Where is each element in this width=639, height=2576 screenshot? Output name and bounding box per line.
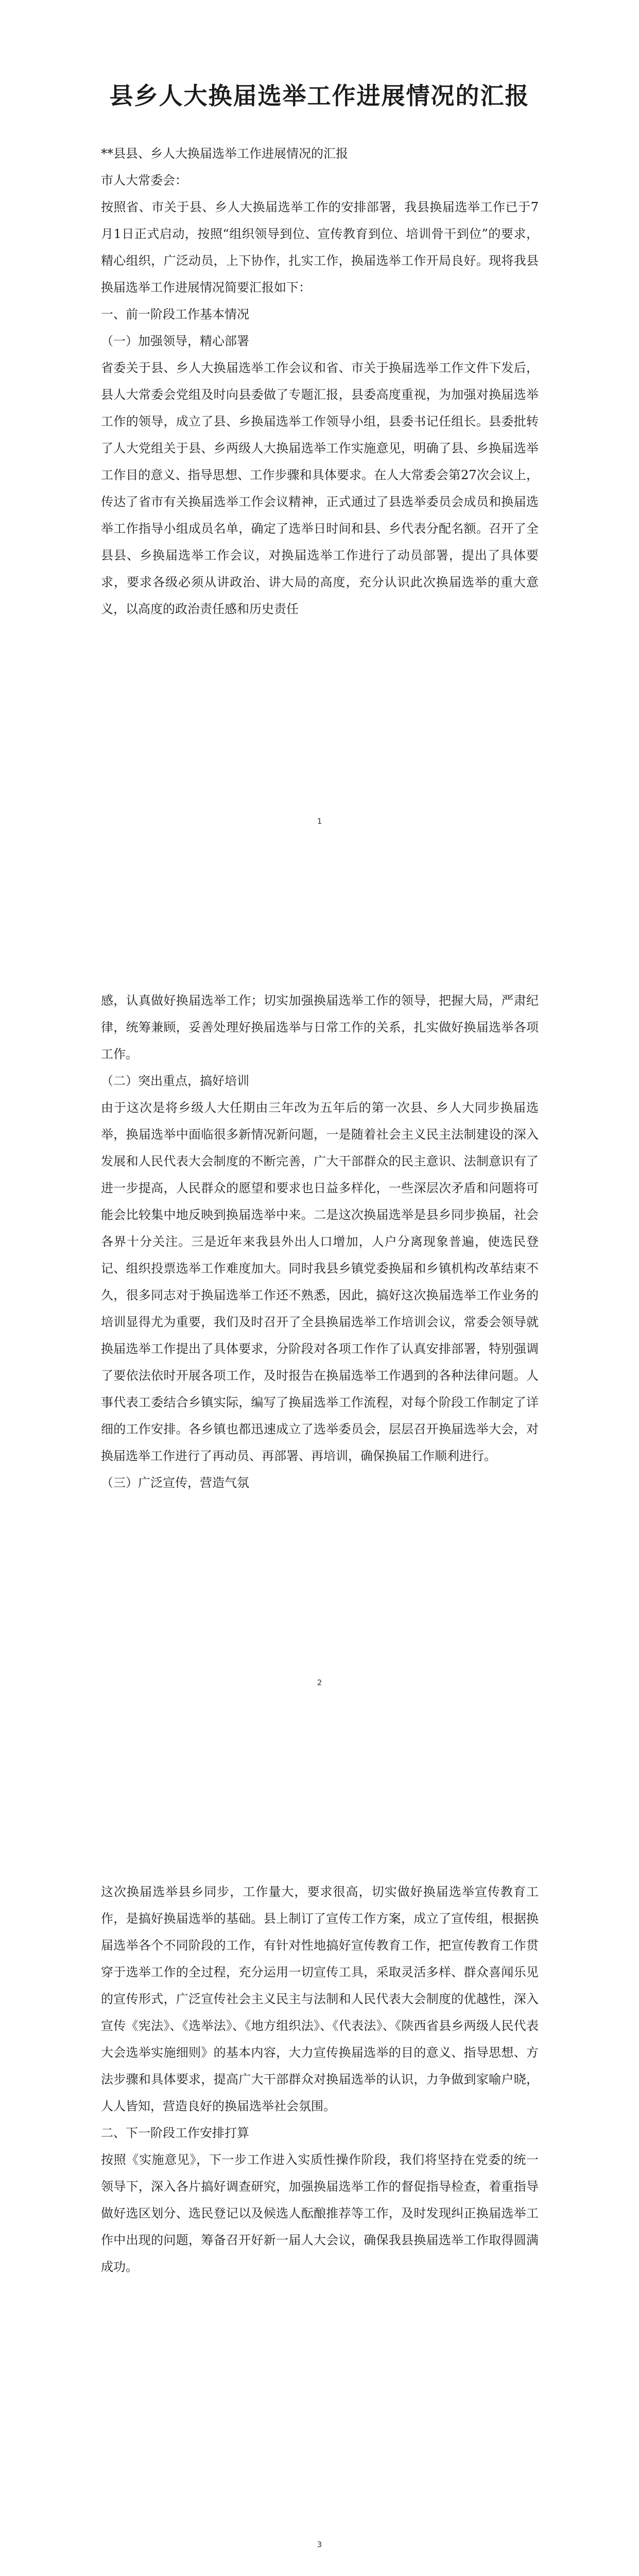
page-1-body — [101, 140, 539, 622]
page-2-body — [101, 987, 539, 1496]
intro-paragraph: 按照省、市关于县、乡人大换届选举工作的安排部署，我县换届选举工作已于7月1日正式启动，按照“组织领导到位、宣传教育到位、培训骨干到位”的要求，精心组织，广泛动员，上下协作，扎实工作，换届选举工作开局良好。现将我县换届选举工作进展情况简要汇报如下： — [101, 200, 539, 295]
page-3-body — [101, 1878, 539, 2280]
salutation: 市人大常委会： — [101, 173, 187, 188]
page-3 — [0, 1807, 639, 2576]
page-number: 2 — [317, 1678, 322, 1687]
section-heading-1: 一、前一阶段工作基本情况 — [101, 307, 249, 321]
subsection-heading-1: （一）加强领导，精心部署 — [101, 334, 249, 348]
body-paragraph: 这次换届选举县乡同步，工作量大，要求很高，切实做好换届选举宣传教育工作，是搞好换届选举的基础。县上制订了宣传工作方案，成立了宣传组，根据换届选举各个不同阶段的工作，有针对性地搞好宣传教育工作，把宣传教育工作贯穿于选举工作的全过程，充分运用一切宣传工具，采取灵活多样、群众喜闻乐见的宣传形式，广泛宣传社会主义民主与法制和人民代表大会制度的优越性，深入宣传《宪法》、《选举法》、《地方组织法》、《代表法》、《陕西省县乡两级人民代表大会选举实施细则》的基本内容，大力宣传换届选举的目的意义、指导思想、方法步骤和具体要求，提高广大干部群众对换届选举的认识，力争做到家喻户晓，人人皆知，营造良好的换届选举社会氛围。 — [101, 1885, 539, 2113]
page-1 — [0, 0, 639, 904]
page-number: 3 — [317, 2540, 322, 2549]
subsection-heading-2: （二）突出重点，搞好培训 — [101, 1074, 249, 1088]
page-2 — [0, 904, 639, 1807]
section-heading-2: 二、下一阶段工作安排打算 — [101, 2126, 249, 2140]
document-title: 县乡人大换届选举工作进展情况的汇报 — [109, 82, 530, 110]
subsection-heading-3: （三）广泛宣传，营造气氛 — [101, 1476, 249, 1490]
body-paragraph: 按照《实施意见》，下一步工作进入实质性操作阶段，我们将坚持在党委的统一领导下，深入各片搞好调查研究，加强换届选举工作的督促指导检查，着重指导做好选区划分、选民登记以及候选人酝酿推荐等工作，及时发现纠正换届选举工作中出现的问题，筹备召开好新一届人大会议，确保我县换届选举工作取得圆满成功。 — [101, 2153, 539, 2274]
page-number: 1 — [317, 817, 322, 826]
body-paragraph: 由于这次是将乡级人大任期由三年改为五年后的第一次县、乡人大同步换届选举，换届选举中面临很多新情况新问题，一是随着社会主义民主法制建设的深入发展和人民代表大会制度的不断完善，广大干部群众的民主意识、法制意识有了进一步提高，人民群众的愿望和要求也日益多样化，一些深层次矛盾和问题将可能会比较集中地反映到换届选举中来。二是这次换届选举是县乡同步换届，社会各界十分关注。三是近年来我县外出人口增加，人户分离现象普遍，使选民登记、组织投票选举工作难度加大。同时我县乡镇党委换届和乡镇机构改革结束不久，很多同志对于换届选举工作还不熟悉，因此，搞好这次换届选举工作业务的培训显得尤为重要，我们及时召开了全县换届选举工作培训会议，常委会领导就换届选举工作提出了具体要求，分阶段对各项工作作了认真安排部署，特别强调了要依法依时开展各项工作，及时报告在换届选举工作遇到的各种法律问题。人事代表工委结合乡镇实际，编写了换届选举工作流程，对每个阶段工作制定了详细的工作安排。各乡镇也都迅速成立了选举委员会，层层召开换届选举大会，对换届选举工作进行了再动员、再部署、再培训，确保换届工作顺利进行。 — [101, 1100, 539, 1463]
body-paragraph: 省委关于县、乡人大换届选举工作会议和省、市关于换届选举工作文件下发后，县人大常委会党组及时向县委做了专题汇报，县委高度重视，为加强对换届选举工作的领导，成立了县、乡换届选举工作领导小组，县委书记任组长。县委批转了人大党组关于县、乡两级人大换届选举工作实施意见，明确了县、乡换届选举工作目的意义、指导思想、工作步骤和具体要求。在人大常委会第27次会议上，传达了省市有关换届选举工作会议精神，正式通过了县选举委员会成员和换届选举工作指导小组成员名单，确定了选举日时间和县、乡代表分配名额。召开了全县县、乡换届选举工作会议，对换届选举工作进行了动员部署，提出了具体要求，要求各级必须从讲政治、讲大局的高度，充分认识此次换届选举的重大意义，以高度的政治责任感和历史责任 — [101, 361, 539, 616]
body-paragraph: 感，认真做好换届选举工作；切实加强换届选举工作的领导，把握大局，严肃纪律，统筹兼顾，妥善处理好换届选举与日常工作的关系，扎实做好换届选举各项工作。 — [101, 993, 539, 1061]
doc-subheading: **县县、乡人大换届选举工作进展情况的汇报 — [101, 146, 348, 161]
